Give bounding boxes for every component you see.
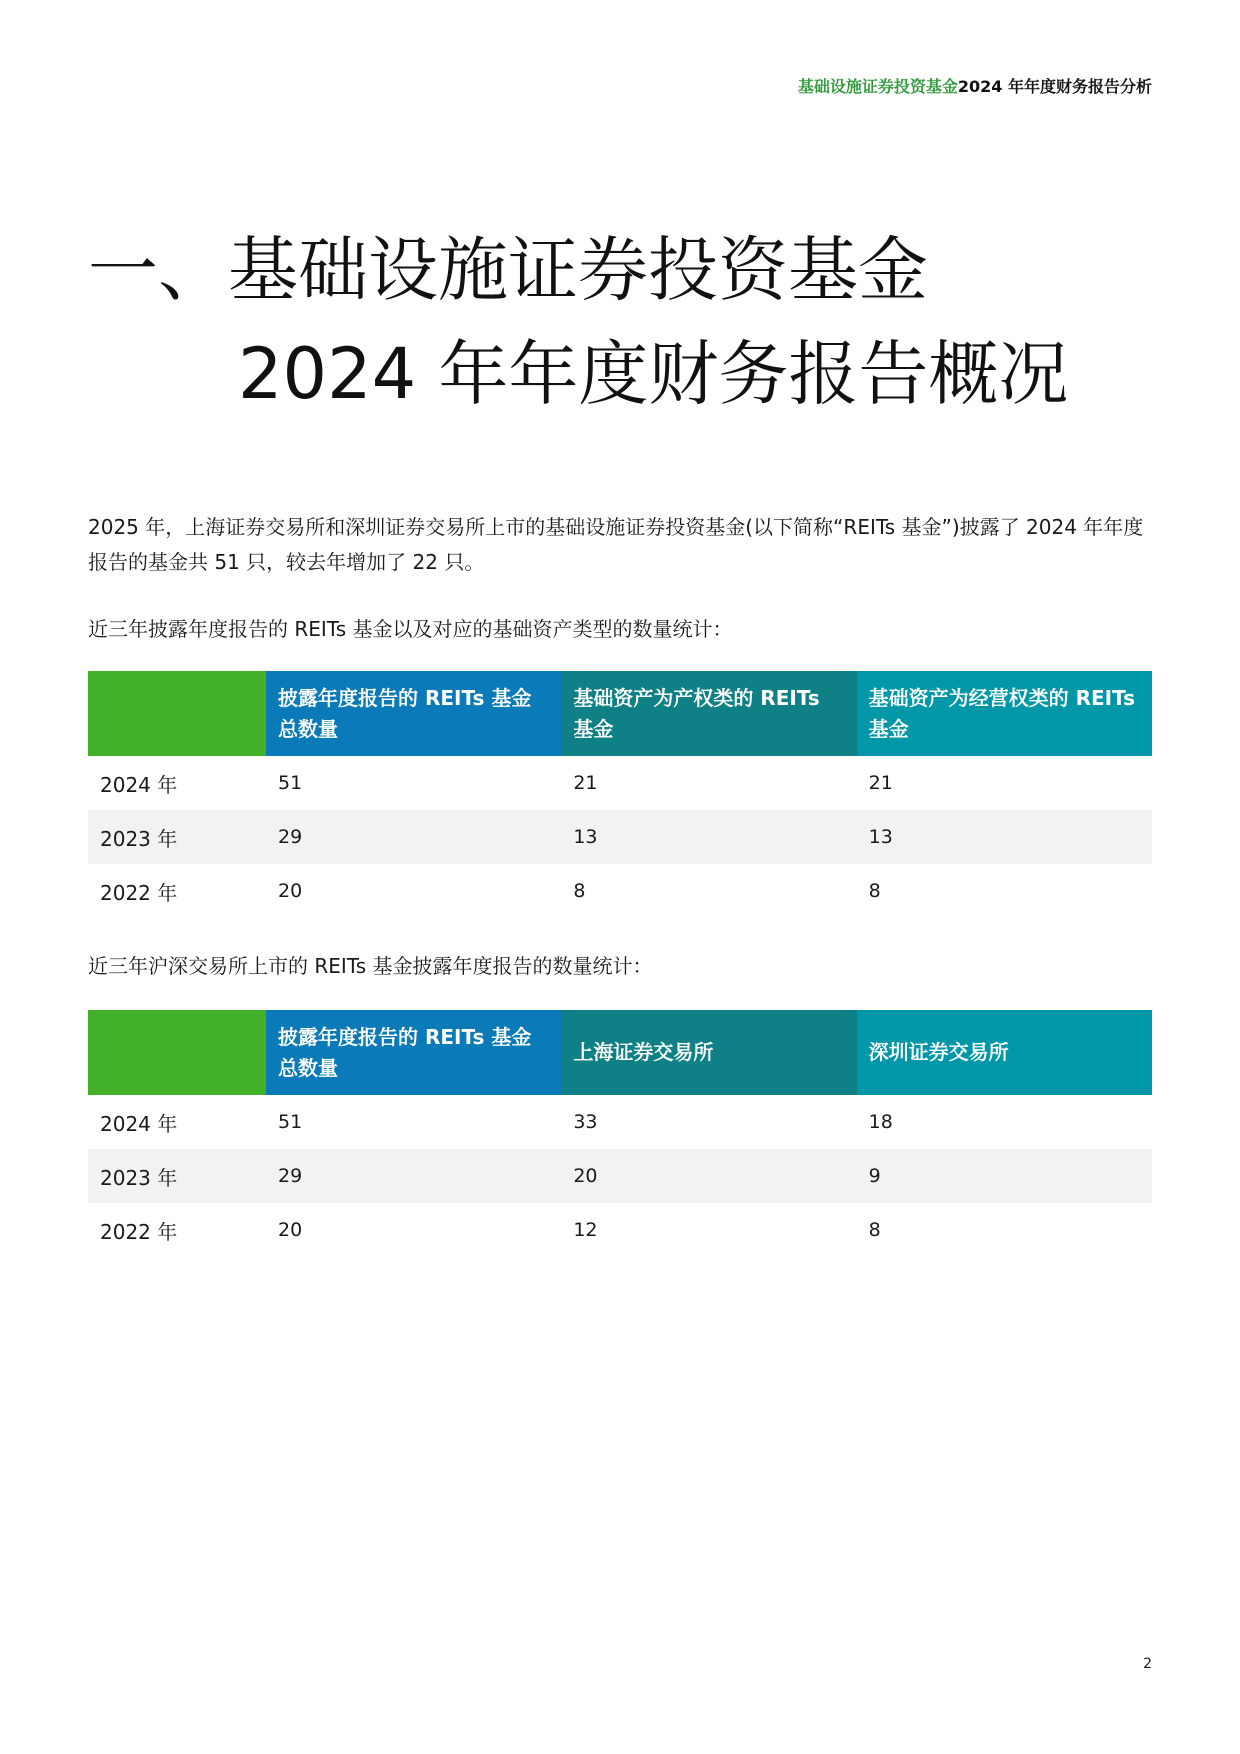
table2-caption: 近三年沪深交易所上市的 REITs 基金披露年度报告的数量统计： — [88, 954, 653, 978]
value-cell: 51 — [278, 1111, 303, 1133]
asset-type-table — [88, 671, 1152, 918]
value-cell: 18 — [868, 1111, 893, 1133]
header-cell-shenzhen: 深圳证券交易所 — [857, 1010, 1152, 1095]
value-cell: 13 — [561, 810, 856, 864]
exchange-table — [88, 1010, 1152, 1257]
value-cell: 21 — [573, 772, 598, 794]
header-cell-total: 披露年度报告的 REITs 基金总数量 — [266, 671, 561, 756]
header-cell-blank — [88, 1010, 266, 1095]
table-row — [88, 1095, 1152, 1149]
year-cell: 2024 年 — [100, 772, 178, 797]
table-header-row — [88, 671, 1152, 756]
value-cell: 8 — [868, 880, 881, 902]
table-row — [88, 1149, 1152, 1203]
value-cell: 12 — [573, 1219, 598, 1241]
section-title-line1: 一、基础设施证券投资基金 — [88, 229, 928, 311]
value-cell: 8 — [868, 1219, 881, 1241]
header-cell-operating: 基础资产为经营权类的 REITs 基金 — [857, 671, 1152, 756]
value-cell: 9 — [857, 1149, 1152, 1203]
year-cell: 2023 年 — [88, 1149, 266, 1203]
table-row — [88, 756, 1152, 810]
value-cell: 8 — [573, 880, 586, 902]
value-cell: 33 — [573, 1111, 598, 1133]
intro-paragraph: 2025 年，上海证券交易所和深圳证券交易所上市的基础设施证券投资基金(以下简称“REITs 基金”)披露了 2024 年年度报告的基金共 51 只，较去年增加了 22 只。 — [88, 515, 1144, 574]
value-cell: 29 — [266, 1149, 561, 1203]
table-row — [88, 864, 1152, 918]
header-cell-property: 基础资产为产权类的 REITs 基金 — [561, 671, 856, 756]
header-cell-shanghai: 上海证券交易所 — [561, 1010, 856, 1095]
year-cell: 2023 年 — [88, 810, 266, 864]
value-cell: 29 — [266, 810, 561, 864]
header-cell-total: 披露年度报告的 REITs 基金总数量 — [266, 1010, 561, 1095]
table-row — [88, 810, 1152, 864]
year-cell: 2024 年 — [100, 1111, 178, 1136]
year-cell: 2022 年 — [100, 880, 178, 905]
value-cell: 13 — [857, 810, 1152, 864]
table-header-row — [88, 1010, 1152, 1095]
running-header-green: 基础设施证券投资基金 — [797, 77, 958, 96]
running-header — [798, 74, 1152, 97]
value-cell: 51 — [278, 772, 303, 794]
table1-caption: 近三年披露年度报告的 REITs 基金以及对应的基础资产类型的数量统计： — [88, 617, 733, 641]
value-cell: 20 — [278, 1219, 303, 1241]
section-title-line2: 2024 年年度财务报告概况 — [238, 333, 1069, 415]
running-header-dark: 2024 年年度财务报告分析 — [957, 77, 1152, 96]
year-cell: 2022 年 — [100, 1219, 178, 1244]
table-row — [88, 1203, 1152, 1257]
page-number: 2 — [1143, 1656, 1152, 1672]
value-cell: 21 — [868, 772, 893, 794]
value-cell: 20 — [561, 1149, 856, 1203]
section-title — [88, 218, 1068, 426]
value-cell: 20 — [278, 880, 303, 902]
header-cell-blank — [88, 671, 266, 756]
